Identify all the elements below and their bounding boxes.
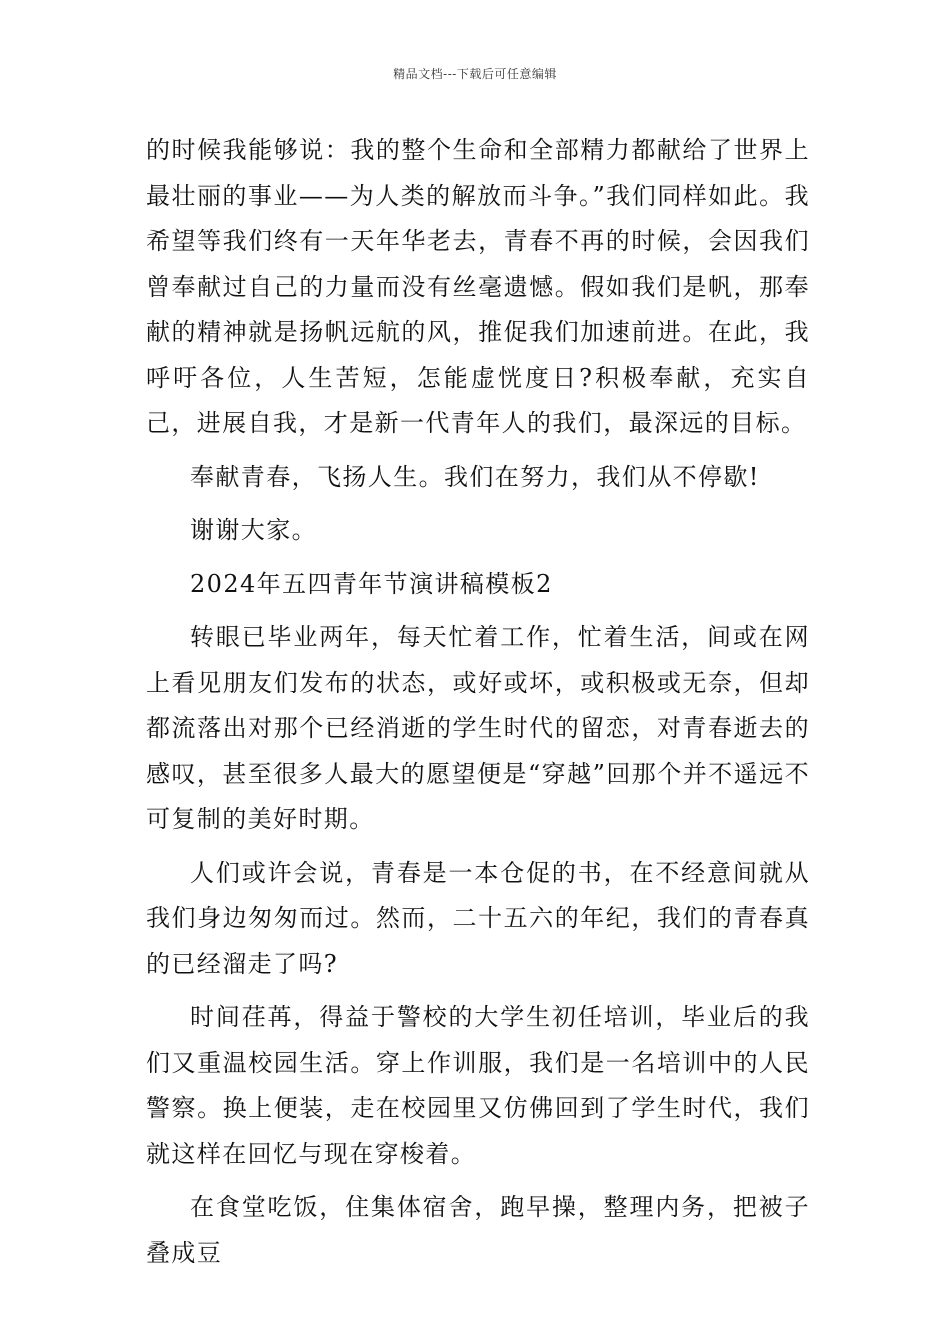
paragraph-campus-life: 在食堂吃饭，住集体宿舍，跑早操，整理内务，把被子叠成豆 xyxy=(146,1193,810,1267)
document-body xyxy=(146,128,810,1284)
paragraph-dedication: 奉献青春，飞扬人生。我们在努力，我们从不停歇! xyxy=(190,462,760,491)
section-title: 2024年五四青年节演讲稿模板2 xyxy=(190,569,553,598)
paragraph-graduation: 转眼已毕业两年，每天忙着工作，忙着生活，间或在网上看见朋友们发布的状态，或好或坏，或积极或无奈，但却都流落出对那个已经消逝的学生时代的留恋，对青春逝去的感叹，甚至很多人最大的愿望便是“穿越”回那个并不遥远不可复制的美好时期。 xyxy=(146,623,810,833)
paragraph-training: 时间荏苒，得益于警校的大学生初任培训，毕业后的我们又重温校园生活。穿上作训服，我们是一名培训中的人民警察。换上便装，走在校园里又仿佛回到了学生时代，我们就这样在回忆与现在穿梭着。 xyxy=(146,1003,810,1168)
page-header: 精品文档---下载后可任意编辑 xyxy=(393,67,557,81)
paragraph-youth-book: 人们或许会说，青春是一本仓促的书，在不经意间就从我们身边匆匆而过。然而，二十五六的年纪，我们的青春真的已经溜走了吗? xyxy=(146,858,810,978)
paragraph-thanks: 谢谢大家。 xyxy=(190,516,317,544)
paragraph-continuation: 的时候我能够说：我的整个生命和全部精力都献给了世界上最壮丽的事业——为人类的解放而斗争。”我们同样如此。我希望等我们终有一天年华老去，青春不再的时候，会因我们曾奉献过自己的力量而没有丝毫遗憾。假如我们是帆，那奉献的精神就是扬帆远航的风，推促我们加速前进。在此，我呼吁各位，人生苦短，怎能虚恍度日?积极奉献，充实自己，进展自我，才是新一代青年人的我们，最深远的目标。 xyxy=(146,136,810,437)
